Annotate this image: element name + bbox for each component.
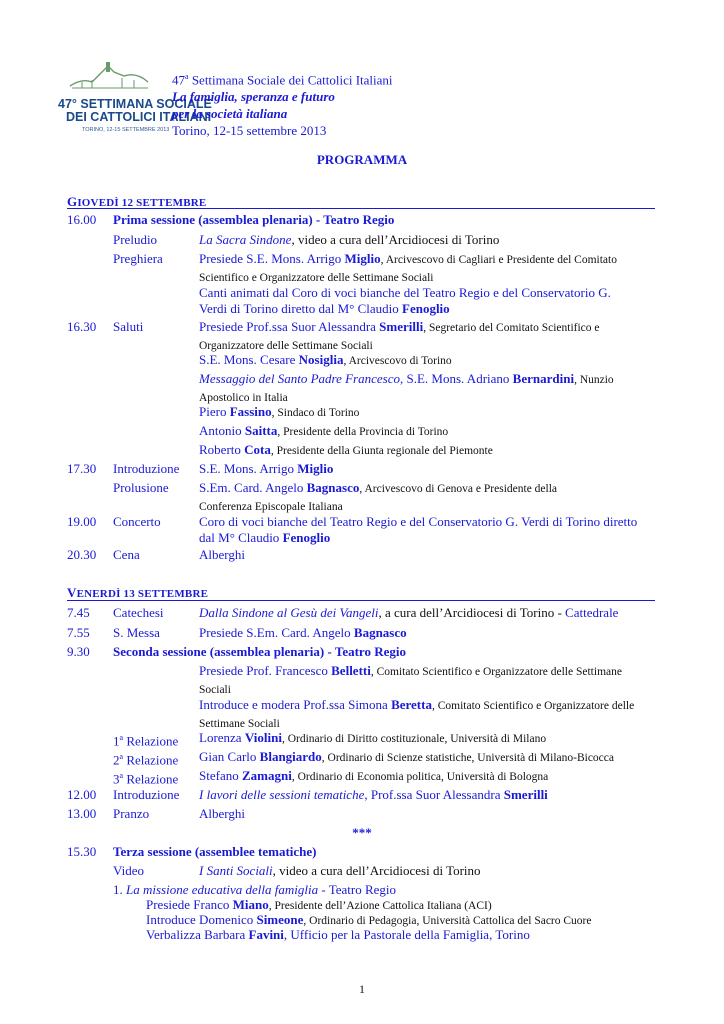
day-heading-friday: VENERDÌ 13 SETTEMBRE (67, 585, 209, 600)
day-heading-thursday: GIOVEDÌ 12 SETTEMBRE (67, 194, 207, 209)
program-row: Presiede Franco Miano, Presidente dell’Azione Cattolica Italiana (ACI) (146, 897, 492, 912)
document-header (172, 68, 393, 139)
program-row: Verbalizza Barbara Favini, Ufficio per la Pastorale della Famiglia, Torino (146, 927, 530, 942)
program-row: Introduce Domenico Simeone, Ordinario di Pedagogia, Università Cattolica del Sacro Cuore (146, 912, 592, 927)
header-subtheme: per la società italiana (172, 106, 288, 122)
program-title: PROGRAMMA (316, 152, 408, 167)
event-logo (52, 58, 212, 138)
day-rule (67, 600, 655, 601)
header-edition: 47$^a$ Settimana Sociale dei Cattolici Italiani (172, 72, 393, 88)
header-theme: La famiglia, speranza e futuro (172, 89, 335, 105)
svg-text:47° SETTIMANA SOCIALE: 47° SETTIMANA SOCIALE (58, 97, 212, 111)
svg-text:DEI CATTOLICI ITALIANI: DEI CATTOLICI ITALIANI (66, 110, 212, 124)
day-rule (67, 208, 655, 209)
svg-text:TORINO, 12-15 SETTEMBRE 2013: TORINO, 12-15 SETTEMBRE 2013 (82, 127, 170, 133)
page-number: 1 (359, 982, 365, 996)
header-place-date: Torino, 12-15 settembre 2013 (172, 123, 327, 139)
section-separator: *** (352, 825, 372, 840)
